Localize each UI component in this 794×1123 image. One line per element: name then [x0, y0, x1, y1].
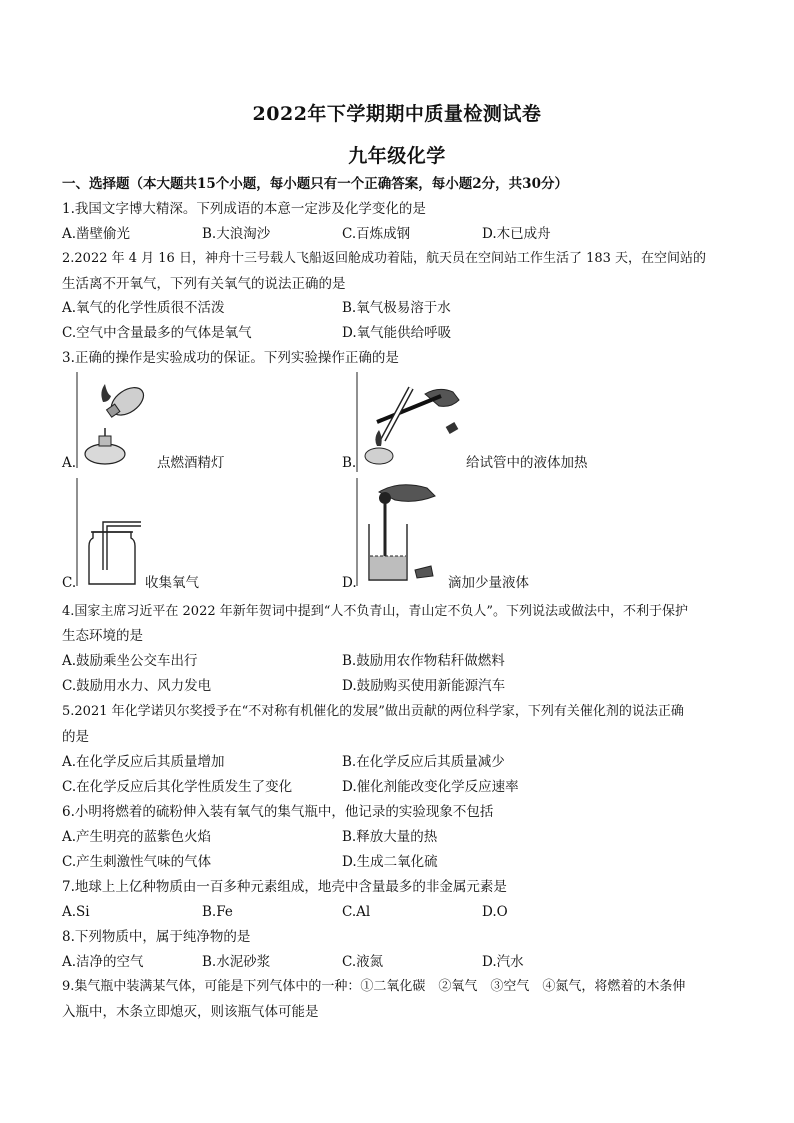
alcohol-lamp-figure — [75, 372, 159, 468]
q3-stem: 3.正确的操作是实验成功的保证。下列实验操作正确的是 — [62, 350, 399, 366]
q8-stem: 8.下列物质中，属于纯净物的是 — [62, 929, 251, 945]
q4-option-b: B.鼓励用农作物秸秆做燃料 — [342, 653, 505, 669]
q6-option-b: B.释放大量的热 — [342, 829, 438, 845]
q7-option-b: B.Fe — [202, 904, 233, 920]
q6-option-d: D.生成二氧化硫 — [342, 854, 438, 870]
section-heading: 一、选择题（本大题共15个小题，每小题只有一个正确答案，每小题2分，共30分） — [62, 176, 568, 192]
gas-collection-figure — [75, 478, 147, 586]
q7-option-d: D.O — [482, 904, 508, 920]
q6-option-a: A.产生明亮的蓝紫色火焰 — [62, 829, 212, 845]
q1-option-c: C.百炼成钢 — [342, 226, 411, 242]
q8-option-a: A.洁净的空气 — [62, 954, 144, 970]
q3-option-a-caption: 点燃酒精灯 — [157, 455, 225, 471]
q1-stem: 1.我国文字博大精深。下列成语的本意一定涉及化学变化的是 — [62, 201, 426, 217]
q2-option-c: C.空气中含量最多的气体是氧气 — [62, 325, 252, 341]
q7-stem: 7.地球上上亿种物质由一百多种元素组成，地壳中含量最多的非金属元素是 — [62, 879, 507, 895]
q5-option-a: A.在化学反应后其质量增加 — [62, 754, 225, 770]
q3-option-c-letter: C. — [62, 575, 77, 591]
q3-option-b-letter: B. — [342, 455, 357, 471]
q5-stem-line2: 的是 — [62, 729, 89, 745]
exam-title: 2022年下学期期中质量检测试卷 — [252, 103, 542, 125]
q6-stem: 6.小明将燃着的硫粉伸入装有氧气的集气瓶中，他记录的实验现象不包括 — [62, 804, 494, 820]
q8-option-c: C.液氮 — [342, 954, 384, 970]
q8-option-d: D.汽水 — [482, 954, 524, 970]
q3-option-a-letter: A. — [62, 455, 77, 471]
q3-option-c-caption: 收集氧气 — [145, 575, 199, 591]
q5-stem-line1: 5.2021 年化学诺贝尔奖授予在“不对称有机催化的发展”做出贡献的两位科学家，下列有关催化剂的说法正确 — [62, 704, 684, 719]
q9-stem-line2: 入瓶中，木条立即熄灭，则该瓶气体可能是 — [62, 1004, 319, 1020]
q5-option-d: D.催化剂能改变化学反应速率 — [342, 779, 519, 795]
q3-option-d-caption: 滴加少量液体 — [448, 575, 529, 591]
exam-subtitle: 九年级化学 — [348, 145, 446, 167]
q8-option-b: B.水泥砂浆 — [202, 954, 271, 970]
q1-option-d: D.木已成舟 — [482, 226, 551, 242]
q7-option-c: C.Al — [342, 904, 371, 920]
q6-option-c: C.产生刺激性气味的气体 — [62, 854, 212, 870]
q2-option-d: D.氧气能供给呼吸 — [342, 325, 452, 341]
q2-stem-line2: 生活离不开氧气，下列有关氧气的说法正确的是 — [62, 276, 346, 292]
q3-option-d-letter: D. — [342, 575, 357, 591]
dropper-figure — [355, 478, 439, 586]
q9-stem-line1: 9.集气瓶中装满某气体，可能是下列气体中的一种：①二氧化碳 ②氧气 ③空气 ④氮气，将燃着的木条伸 — [62, 979, 686, 994]
q4-option-d: D.鼓励购买使用新能源汽车 — [342, 678, 506, 694]
q5-option-c: C.在化学反应后其化学性质发生了变化 — [62, 779, 293, 795]
q5-option-b: B.在化学反应后其质量减少 — [342, 754, 505, 770]
q1-option-b: B.大浪淘沙 — [202, 226, 271, 242]
q7-option-a: A.Si — [62, 904, 90, 920]
q4-stem-line1: 4.国家主席习近平在 2022 年新年贺词中提到“人不负青山，青山定不负人”。下列说法或做法中，不利于保护 — [62, 604, 689, 619]
q3-option-b-caption: 给试管中的液体加热 — [466, 455, 588, 471]
q1-option-a: A.凿壁偷光 — [62, 226, 131, 242]
q4-stem-line2: 生态环境的是 — [62, 628, 143, 644]
q2-option-a: A.氧气的化学性质很不活泼 — [62, 300, 225, 316]
q4-option-c: C.鼓励用水力、风力发电 — [62, 678, 212, 694]
q2-stem-line1: 2.2022 年 4 月 16 日，神舟十三号载人飞船返回舱成功着陆，航天员在空间站工作生活了 183 天，在空间站的 — [62, 251, 707, 266]
heating-test-tube-figure — [355, 372, 465, 472]
q2-option-b: B.氧气极易溶于水 — [342, 300, 451, 316]
q4-option-a: A.鼓励乘坐公交车出行 — [62, 653, 198, 669]
